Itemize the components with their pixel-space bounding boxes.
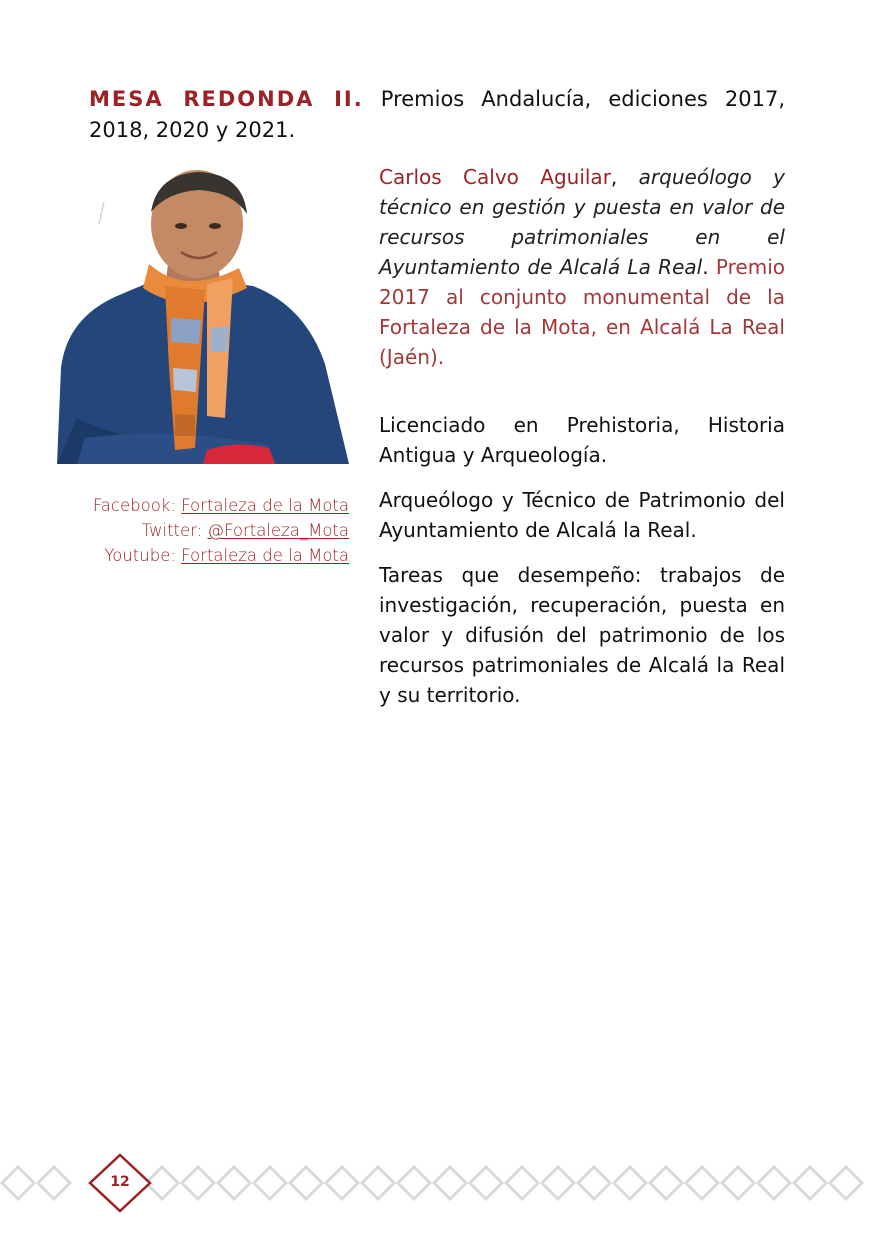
footer-diamond [542,1167,574,1199]
footer-diamond [434,1167,466,1199]
youtube-link[interactable]: Fortaleza de la Mota [181,546,349,565]
twitter-link-row [60,518,349,543]
footer-diamond [830,1167,862,1199]
section-heading [89,84,785,146]
section-label: MESA REDONDA II. [89,87,364,111]
footer-diamond [470,1167,502,1199]
footer-diamond [758,1167,790,1199]
biography [379,162,785,725]
footer-diamond [614,1167,646,1199]
bio-intro [379,162,785,372]
youtube-link-row [60,543,349,568]
person-role: arqueólogo y técnico en gestión y puesta en valor de recursos patrimoniales en el Ayuntamiento de Alcalá La Real [379,165,786,279]
youtube-label: Youtube: [104,546,182,565]
person-name: Carlos Calvo Aguilar [379,165,611,189]
footer-diamond [2,1167,34,1199]
twitter-label: Twitter: [141,521,208,540]
name-separator: , [610,165,639,189]
twitter-link[interactable]: @Fortaleza_Mota [207,521,349,540]
footer-diamond [182,1167,214,1199]
facebook-label: Facebook: [92,496,182,515]
bio-paragraph: Licenciado en Prehistoria, Historia Antigua y Arqueología. [379,413,785,467]
footer-diamond [650,1167,682,1199]
portrait-photo [57,168,349,464]
footer-diamond [686,1167,718,1199]
facebook-link[interactable]: Fortaleza de la Mota [181,496,349,515]
footer-diamond [38,1167,70,1199]
footer-diamond [326,1167,358,1199]
social-links [60,493,349,568]
footer-diamond [398,1167,430,1199]
bio-paragraph: Arqueólogo y Técnico de Patrimonio del Ayuntamiento de Alcalá la Real. [379,488,785,542]
footer-diamond [722,1167,754,1199]
footer-diamond [218,1167,250,1199]
bio-paragraph: Tareas que desempeño: trabajos de investigación, recuperación, puesta en valor y difusión del patrimonio de los recursos patrimoniales de Alcalá la Real y su territorio. [379,563,785,707]
facebook-link-row [60,493,349,518]
page-number: 12 [110,1174,130,1190]
footer-diamond [254,1167,286,1199]
footer-diamond [794,1167,826,1199]
footer-diamond [506,1167,538,1199]
footer-diamond [362,1167,394,1199]
award-text: Premio 2017 al conjunto monumental de la Fortaleza de la Mota, en Alcalá La Real (Jaén). [379,255,785,369]
footer-diamond [290,1167,322,1199]
role-end: . [702,255,716,279]
section-title: Premios Andalucía, ediciones 2017, 2018, 2020 y 2021. [89,87,785,142]
footer-diamond [578,1167,610,1199]
